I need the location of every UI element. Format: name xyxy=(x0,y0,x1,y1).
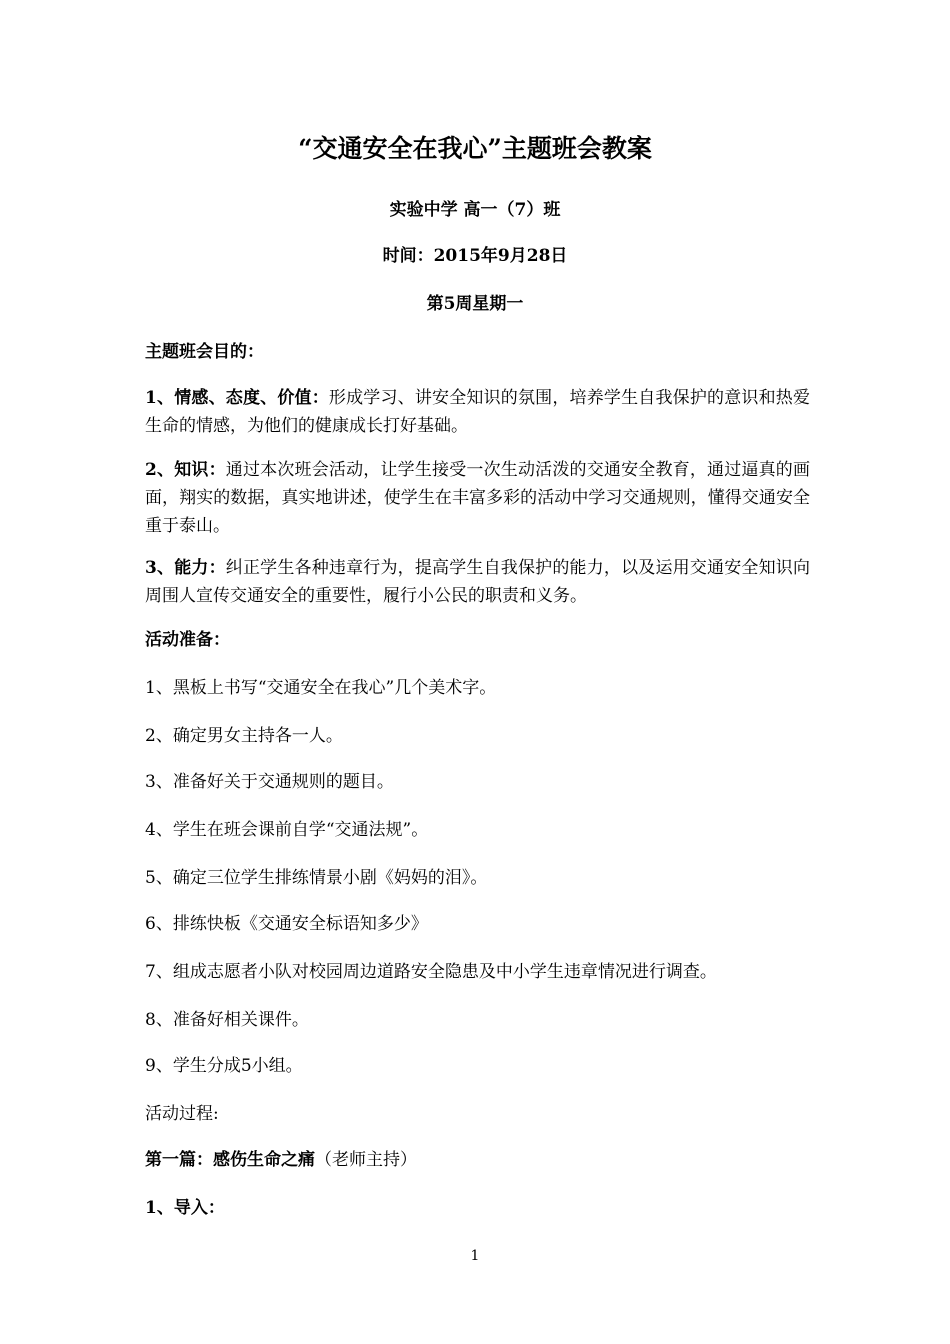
prep-item: 9、学生分成5小组。 xyxy=(145,1056,303,1076)
goals-heading: 主题班会目的： xyxy=(145,342,264,362)
prep-item: 7、组成志愿者小队对校园周边道路安全隐患及中小学生违章情况进行调查。 xyxy=(145,962,717,982)
goal-label: 1、情感、态度、价值： xyxy=(145,388,329,408)
goal-item xyxy=(145,456,810,540)
goal-text: 纠正学生各种违章行为，提高学生自我保护的能力，以及运用交通安全知识向周围人宣传交通安全的重要性，履行小公民的职责和义务。 xyxy=(145,558,810,606)
goal-text: 形成学习、讲安全知识的氛围，培养学生自我保护的意识和热爱生命的情感，为他们的健康成长打好基础。 xyxy=(145,388,810,436)
goal-item xyxy=(145,554,810,610)
prep-item: 6、排练快板《交通安全标语知多少》 xyxy=(145,914,428,934)
process-heading: 活动过程: xyxy=(145,1104,219,1124)
prep-heading: 活动准备： xyxy=(145,630,230,650)
prep-item: 8、准备好相关课件。 xyxy=(145,1010,309,1030)
prep-item: 1、黑板上书写“交通安全在我心”几个美术字。 xyxy=(145,678,497,698)
prep-item: 4、学生在班会课前自学“交通法规”。 xyxy=(145,820,429,840)
prep-item: 2、确定男女主持各一人。 xyxy=(145,726,343,746)
goal-item xyxy=(145,384,810,440)
date-line: 时间：2015年9月28日 xyxy=(382,246,568,266)
week-line: 第5周星期一 xyxy=(426,294,524,314)
part-note: （老师主持） xyxy=(315,1150,417,1170)
part-label: 第一篇：感伤生命之痛 xyxy=(145,1150,315,1170)
goal-label: 2、知识： xyxy=(145,460,226,480)
intro-heading: 1、导入： xyxy=(145,1198,225,1218)
part-heading xyxy=(145,1146,810,1174)
page-number: 1 xyxy=(470,1248,480,1264)
school-class: 实验中学 高一（7）班 xyxy=(389,200,561,220)
goal-label: 3、能力： xyxy=(145,558,226,578)
prep-item: 3、准备好关于交通规则的题目。 xyxy=(145,772,394,792)
document-title: “交通安全在我心”主题班会教案 xyxy=(298,134,652,163)
prep-item: 5、确定三位学生排练情景小剧《妈妈的泪》。 xyxy=(145,868,488,888)
goal-text: 通过本次班会活动，让学生接受一次生动活泼的交通安全教育，通过逼真的画面，翔实的数据，真实地讲述，使学生在丰富多彩的活动中学习交通规则，懂得交通安全重于泰山。 xyxy=(145,460,810,536)
